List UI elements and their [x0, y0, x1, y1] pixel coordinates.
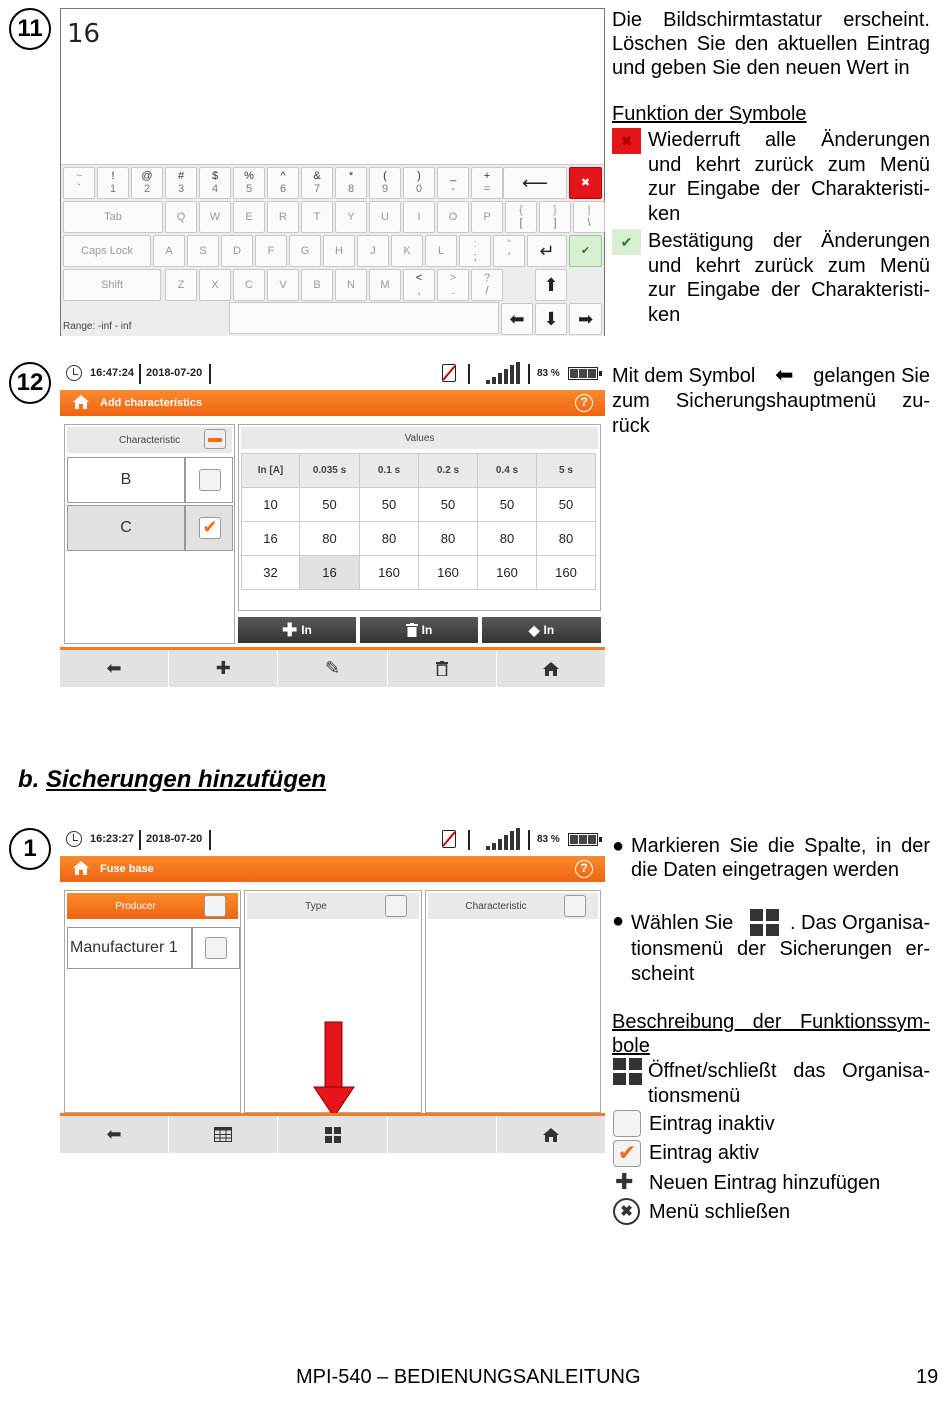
values-table — [241, 453, 596, 590]
entry-value[interactable]: 16 — [67, 19, 101, 49]
fuse-base-screen — [60, 828, 605, 1154]
key-=[interactable]: + = — [471, 167, 503, 199]
arrow-down-key[interactable]: ⬇ — [535, 303, 567, 335]
status-time: 16:47:24 — [90, 367, 135, 379]
key-9[interactable]: ( 9 — [369, 167, 401, 199]
signal-icon — [486, 362, 522, 388]
title-bar — [60, 856, 605, 882]
entry-active-label: Eintrag aktiv — [649, 1142, 760, 1164]
clock-icon — [66, 831, 82, 847]
key-e[interactable]: E — [233, 201, 265, 233]
key-3[interactable]: # 3 — [165, 167, 197, 199]
close-icon: ✖ — [613, 1198, 640, 1225]
characteristic-row-b[interactable]: B — [67, 457, 185, 503]
column-header: 5 s — [537, 454, 596, 488]
time-value-cell[interactable]: 50 — [360, 488, 419, 522]
key-7[interactable]: & 7 — [301, 167, 333, 199]
confirm-symbol-description: Bestätigung der Änderungen und kehrt zurück zum Menü zur Eingabe der Charakteristi- ken — [648, 230, 930, 326]
time-value-cell[interactable]: 160 — [537, 556, 596, 590]
tab-key[interactable]: Tab — [63, 201, 163, 233]
organize-description: Öffnet/schließt das Organisa- tionsmenü — [648, 1060, 930, 1107]
edit-icon: ✎ — [324, 658, 341, 678]
organize-icon — [325, 1127, 341, 1143]
bottom-toolbar — [60, 647, 605, 687]
time-value-cell[interactable]: 80 — [537, 522, 596, 556]
organize-icon — [613, 1058, 642, 1085]
memory-card-icon — [442, 364, 456, 382]
key-y[interactable]: Y — [335, 201, 367, 233]
key-d[interactable]: D — [221, 235, 253, 267]
column-header: 0.1 s — [360, 454, 419, 488]
screen-title: Add characteristics — [100, 397, 203, 409]
back-arrow-icon: ⬅ — [775, 362, 794, 387]
add-entry-label: Neuen Eintrag hinzufügen — [649, 1172, 881, 1194]
key-u[interactable]: U — [369, 201, 401, 233]
key-b[interactable]: B — [301, 269, 333, 301]
key-o[interactable]: O — [437, 201, 469, 233]
back-icon: ⬅ — [106, 1124, 122, 1144]
key-`[interactable]: ~ ` — [63, 167, 95, 199]
key-punct-b-2[interactable]: ? / — [471, 269, 503, 301]
back-icon: ⬅ — [106, 658, 122, 678]
characteristic-panel — [64, 424, 235, 644]
confirm-symbol-icon: ✔ — [612, 229, 641, 255]
status-date: 2018-07-20 — [146, 833, 203, 845]
key-z[interactable]: Z — [165, 269, 197, 301]
time-value-cell[interactable]: 50 — [478, 488, 537, 522]
key-i[interactable]: I — [403, 201, 435, 233]
entry-inactive-icon — [613, 1110, 641, 1137]
add-characteristics-screen — [60, 362, 605, 688]
key-6[interactable]: ^ 6 — [267, 167, 299, 199]
step-number-1: 1 — [9, 828, 51, 870]
time-value-cell[interactable]: 80 — [419, 522, 478, 556]
table-row — [242, 488, 596, 522]
column-header: 0.4 s — [478, 454, 537, 488]
status-time: 16:23:27 — [90, 833, 135, 845]
step-number-11: 11 — [9, 8, 51, 50]
time-value-cell[interactable]: 160 — [360, 556, 419, 590]
time-value-cell[interactable]: 50 — [300, 488, 360, 522]
grid-table-icon — [214, 1127, 232, 1142]
key-punct-1[interactable]: " ' — [493, 235, 525, 267]
screen-title: Fuse base — [100, 863, 154, 875]
intro-paragraph-11: Die Bildschirmtastatur erscheint. Löschen Sie den aktuellen Eintrag und geben Sie den neuen Wert in — [612, 9, 930, 79]
page-number: 19 — [916, 1366, 939, 1388]
enter-key[interactable]: ↵ — [527, 235, 567, 267]
bullet-mark-column: ● Markieren Sie die Spalte, in der die Daten eingetragen werden — [612, 835, 930, 881]
symbols-heading: Funktion der Symbole — [612, 103, 807, 125]
characteristic-row-c[interactable]: C — [67, 505, 185, 551]
time-value-cell[interactable]: 160 — [419, 556, 478, 590]
entry-inactive-label: Eintrag inaktiv — [649, 1113, 775, 1135]
delete-current-button[interactable]: In — [360, 617, 478, 643]
empty-toolbar-slot — [388, 1116, 497, 1153]
keyboard-screen — [60, 8, 605, 336]
select-all-toggle[interactable] — [204, 429, 226, 449]
key-5[interactable]: % 5 — [233, 167, 265, 199]
producer-item-check-cell — [192, 927, 240, 969]
home-icon — [542, 661, 560, 677]
section-heading: b. Sicherungen hinzufügen — [18, 766, 326, 793]
home-icon — [542, 1127, 560, 1143]
home-icon[interactable] — [72, 860, 90, 879]
table-view-button[interactable] — [169, 1116, 278, 1153]
characteristic-column[interactable] — [425, 890, 601, 1113]
time-value-cell[interactable]: 50 — [537, 488, 596, 522]
home-button[interactable] — [497, 1116, 605, 1153]
producer-header[interactable]: Producer — [67, 893, 238, 919]
add-current-button[interactable]: ✚ In — [238, 617, 356, 643]
column-header: 0.2 s — [419, 454, 478, 488]
time-value-cell[interactable]: 80 — [360, 522, 419, 556]
current-cell[interactable]: 10 — [242, 488, 300, 522]
key-h[interactable]: H — [323, 235, 355, 267]
clock-icon — [66, 365, 82, 381]
trash-icon — [436, 661, 448, 676]
confirm-key[interactable]: ✔ — [569, 235, 602, 267]
status-bar — [60, 362, 605, 388]
battery-icon — [568, 367, 598, 380]
key-4[interactable]: $ 4 — [199, 167, 231, 199]
time-value-cell[interactable]: 50 — [419, 488, 478, 522]
characteristic-check-cell-c — [185, 505, 233, 551]
producer-column[interactable] — [64, 890, 241, 1113]
key-2[interactable]: @ 2 — [131, 167, 163, 199]
add-button[interactable] — [169, 650, 278, 687]
table-row — [242, 556, 596, 590]
step-number-12: 12 — [9, 362, 51, 404]
battery-icon — [568, 833, 598, 846]
battery-percent: 83 % — [537, 368, 560, 379]
cancel-symbol-icon: ✖ — [612, 128, 641, 154]
time-value-cell[interactable]: 80 — [300, 522, 360, 556]
edit-button[interactable] — [278, 650, 387, 687]
key-t[interactable]: T — [301, 201, 333, 233]
organize-icon — [750, 909, 780, 937]
plus-icon: ✚ — [615, 1169, 634, 1194]
values-panel — [238, 424, 601, 611]
key-j[interactable]: J — [357, 235, 389, 267]
type-select-all-checkbox[interactable] — [385, 895, 407, 917]
function-symbols-heading: Beschreibung der Funktionssym- bole — [612, 1011, 930, 1057]
close-menu-label: Menü schließen — [649, 1201, 791, 1223]
trash-icon — [406, 623, 418, 637]
plus-icon: ✚ — [282, 619, 298, 640]
fill-current-button[interactable]: ◆ In — [482, 617, 601, 643]
back-button[interactable] — [60, 1116, 169, 1153]
key-m[interactable]: M — [369, 269, 401, 301]
characteristic-header[interactable]: Characteristic — [428, 893, 598, 919]
key-n[interactable]: N — [335, 269, 367, 301]
key-punct-0[interactable]: : ; — [459, 235, 491, 267]
cancel-symbol-description: Wiederruft alle Änderungen und kehrt zurück zum Menü zur Eingabe der Charakteristi- ken — [648, 129, 930, 225]
time-value-cell[interactable]: 160 — [478, 556, 537, 590]
arrow-right-key[interactable]: ➡ — [569, 303, 602, 335]
key-8[interactable]: * 8 — [335, 167, 367, 199]
checkbox-unchecked[interactable] — [205, 937, 227, 959]
delete-button[interactable] — [388, 650, 497, 687]
organize-button[interactable] — [278, 1116, 387, 1153]
help-icon[interactable]: ? — [575, 394, 593, 412]
battery-percent: 83 % — [537, 834, 560, 845]
home-button[interactable] — [497, 650, 605, 687]
key-r[interactable]: R — [267, 201, 299, 233]
back-symbol-paragraph: Mit dem Symbol ⬅ gelangen Sie zum Sicherungshauptmenü zu- rück — [612, 362, 930, 437]
fill-bucket-icon: ◆ — [528, 621, 540, 638]
key-1[interactable]: ! 1 — [97, 167, 129, 199]
key-brace-1[interactable]: } ] — [539, 201, 571, 233]
key-c[interactable]: C — [233, 269, 265, 301]
type-header[interactable]: Type — [247, 893, 419, 919]
status-date: 2018-07-20 — [146, 367, 203, 379]
characteristic-check-cell-b — [185, 457, 233, 503]
characteristic-header: Characteristic — [67, 427, 232, 453]
key-s[interactable]: S — [187, 235, 219, 267]
current-cell[interactable]: 32 — [242, 556, 300, 590]
memory-card-icon — [442, 830, 456, 848]
key-x[interactable]: X — [199, 269, 231, 301]
key-brace-2[interactable]: | \ — [573, 201, 605, 233]
on-screen-keyboard — [61, 164, 604, 336]
key-l[interactable]: L — [425, 235, 457, 267]
checkbox-unchecked[interactable] — [199, 469, 221, 491]
column-header: 0.035 s — [300, 454, 360, 488]
key-w[interactable]: W — [199, 201, 231, 233]
key-p[interactable]: P — [471, 201, 503, 233]
checkbox-checked[interactable]: ✔ — [199, 517, 221, 539]
arrow-left-key[interactable]: ⬅ — [501, 303, 533, 335]
current-cell[interactable]: 16 — [242, 522, 300, 556]
characteristic-select-all-checkbox[interactable] — [564, 895, 586, 917]
key--[interactable]: _ - — [437, 167, 469, 199]
key-brace-0[interactable]: { [ — [505, 201, 537, 233]
time-value-cell[interactable]: 16 — [300, 556, 360, 590]
footer-title: MPI-540 – BEDIENUNGSANLEITUNG — [296, 1366, 641, 1388]
key-punct-b-1[interactable]: > . — [437, 269, 469, 301]
key-q[interactable]: Q — [165, 201, 197, 233]
space-key[interactable] — [229, 302, 499, 334]
key-v[interactable]: V — [267, 269, 299, 301]
key-0[interactable]: ) 0 — [403, 167, 435, 199]
column-header: In [A] — [242, 454, 300, 488]
bullet-organize-menu: ● Wählen Sie . Das Organisa- tionsmenü der Sicherungen er- scheint — [612, 910, 930, 985]
help-icon[interactable]: ? — [575, 860, 593, 878]
time-value-cell[interactable]: 80 — [478, 522, 537, 556]
signal-icon — [486, 828, 522, 854]
red-arrow-annotation — [313, 1021, 355, 1119]
title-bar — [60, 390, 605, 416]
entry-active-icon: ✔ — [613, 1140, 641, 1167]
values-header: Values — [241, 427, 598, 449]
range-label: Range: -inf - inf — [63, 321, 132, 332]
shift-key[interactable]: Shift — [63, 269, 161, 301]
caps-lock-key[interactable]: Caps Lock — [63, 235, 151, 267]
producer-select-all-checkbox[interactable] — [204, 895, 226, 917]
key-k[interactable]: K — [391, 235, 423, 267]
backspace-key[interactable]: ⟵ — [503, 167, 567, 199]
plus-icon: ✚ — [215, 658, 231, 678]
back-button[interactable] — [60, 650, 169, 687]
key-g[interactable]: G — [289, 235, 321, 267]
key-f[interactable]: F — [255, 235, 287, 267]
arrow-up-key[interactable]: ⬆ — [535, 269, 567, 301]
bottom-toolbar — [60, 1113, 605, 1153]
home-icon[interactable] — [72, 394, 90, 413]
key-a[interactable]: A — [153, 235, 185, 267]
producer-item[interactable]: Manufacturer 1 — [67, 927, 192, 969]
table-row — [242, 522, 596, 556]
key-punct-b-0[interactable]: < , — [403, 269, 435, 301]
status-bar — [60, 828, 605, 854]
cancel-key[interactable]: ✖ — [569, 167, 602, 199]
